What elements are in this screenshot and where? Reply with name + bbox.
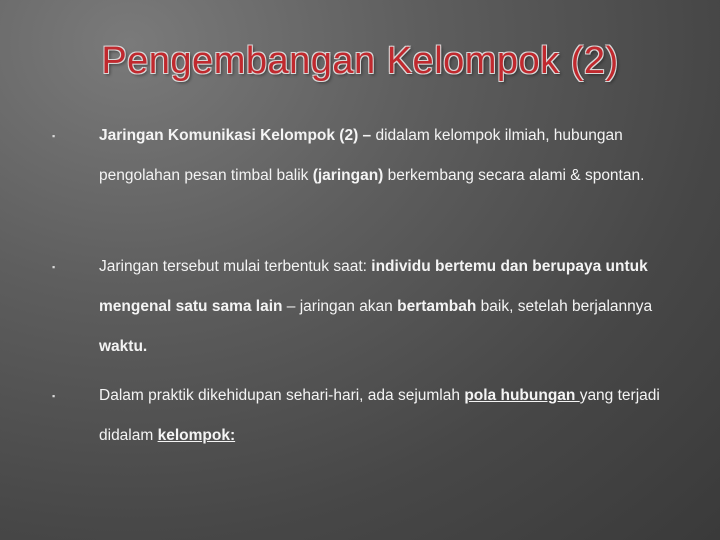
bullet-run: Dalam praktik dikehidupan sehari-hari, ada sejumlah <box>99 387 465 404</box>
bullet-marker-icon: ▪ <box>52 131 56 141</box>
bullet-run: Jaringan tersebut mulai terbentuk saat: <box>99 258 372 275</box>
bullet-run: yang terjadi didalam <box>99 387 660 444</box>
bullet-item-1 <box>52 116 692 196</box>
bullet-run: kelompok: <box>157 427 236 444</box>
slide-title: Pengembangan Kelompok (2) <box>101 40 619 82</box>
bullet-run: waktu. <box>99 338 148 355</box>
bullet-run: baik, setelah berjalannya <box>476 298 653 315</box>
bullet-marker-icon: ▪ <box>52 262 56 272</box>
bullet-item-3 <box>52 376 692 456</box>
bullet-run: Jaringan Komunikasi Kelompok (2) – <box>99 127 376 144</box>
bullet-text-1 <box>99 116 692 196</box>
bullet-run: berkembang secara alami & spontan. <box>383 167 645 184</box>
bullet-item-2 <box>52 247 692 367</box>
bullet-text-3 <box>99 376 692 456</box>
bullet-run: didalam kelompok ilmiah, hubungan pengolahan pesan timbal balik <box>99 127 623 184</box>
bullet-run: – jaringan akan <box>282 298 398 315</box>
bullet-run: pola hubungan <box>464 387 580 404</box>
bullet-run: individu bertemu dan berupaya untuk mengenal satu sama lain <box>99 258 648 315</box>
bullet-marker-icon: ▪ <box>52 391 56 401</box>
bullet-text-2 <box>99 247 692 367</box>
bullet-run: (jaringan) <box>312 167 384 184</box>
bullet-run: bertambah <box>397 298 477 315</box>
